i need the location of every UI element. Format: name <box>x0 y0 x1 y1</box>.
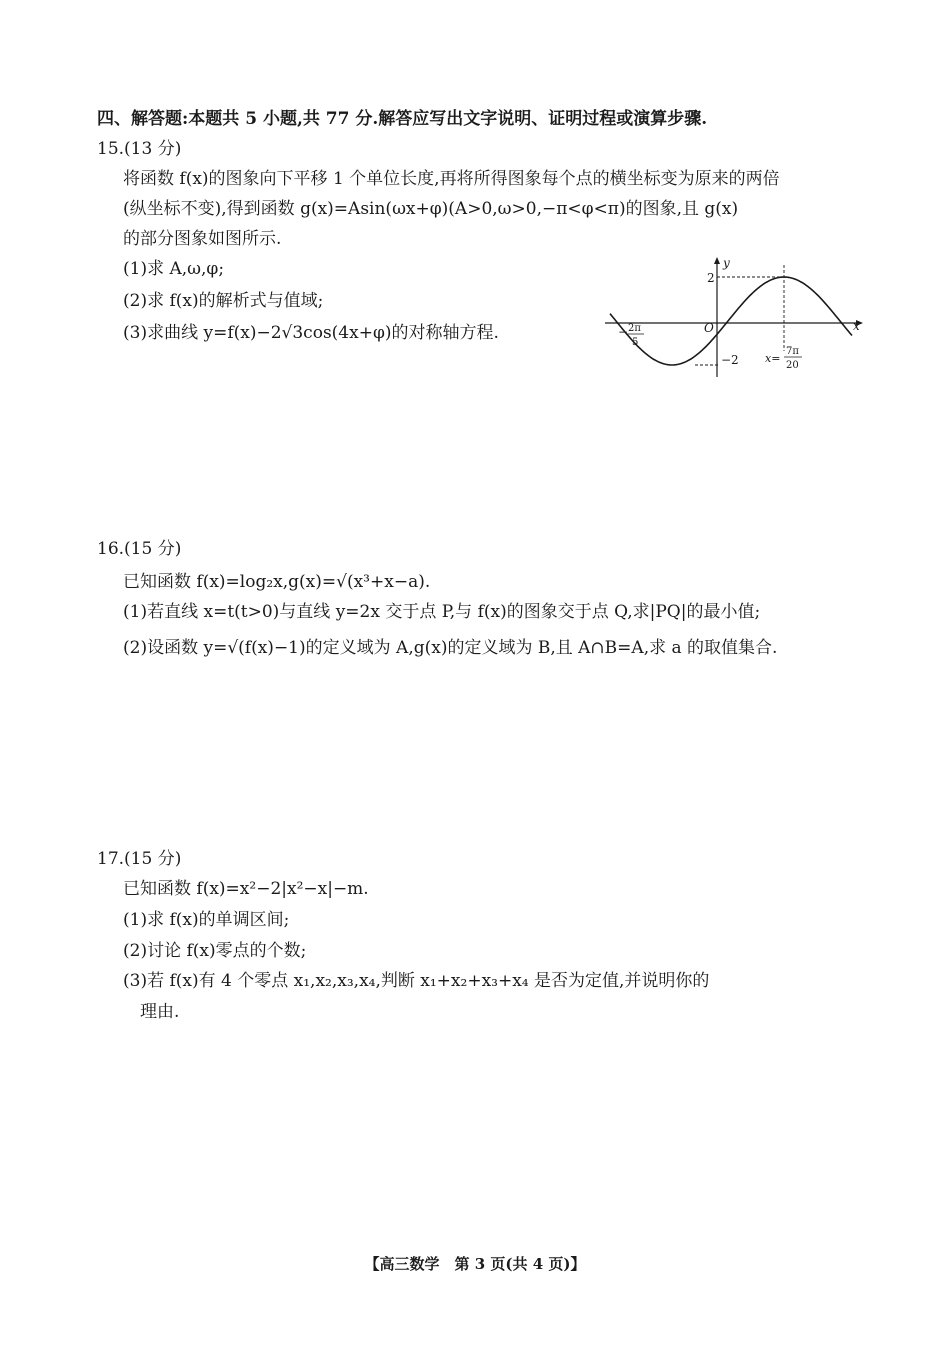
q17-stem: 已知函数 f(x)=x²−2|x²−x|−m. <box>123 879 369 899</box>
q15-part-3: (3)求曲线 y=f(x)−2√3cos(4x+φ)的对称轴方程. <box>123 323 499 343</box>
y-axis-label: y <box>723 256 730 270</box>
q15-part-2: (2)求 f(x)的解析式与值域; <box>123 291 324 311</box>
y-max-label: 2 <box>707 271 715 285</box>
q15-header: 15.(13 分) <box>97 139 182 159</box>
q15-part-1: (1)求 A,ω,φ; <box>123 259 225 279</box>
q16-part-1: (1)若直线 x=t(t>0)与直线 y=2x 交于点 P,与 f(x)的图象交于点 Q,求|PQ|的最小值; <box>123 602 761 622</box>
q16-header: 16.(15 分) <box>97 539 182 559</box>
left-zero-minus: − <box>618 325 629 339</box>
y-axis-arrow-icon <box>714 257 720 264</box>
q16-part-2: (2)设函数 y=√(f(x)−1)的定义域为 A,g(x)的定义域为 B,且 A∩B=A,求 a 的取值集合. <box>123 638 778 658</box>
q15-stem-line-2: (纵坐标不变),得到函数 g(x)=Asin(ωx+φ)(A>0,ω>0,−π<φ<π)的图象,且 g(x) <box>123 199 739 219</box>
left-zero-denominator: 5 <box>632 337 639 348</box>
sine-curve <box>610 277 852 365</box>
q17-part-3-continued: 理由. <box>140 1002 180 1022</box>
q17-part-1: (1)求 f(x)的单调区间; <box>123 910 290 930</box>
right-label-prefix: x= <box>765 352 781 365</box>
right-label-numerator: 7π <box>786 346 799 357</box>
origin-label: O <box>704 321 714 335</box>
q15-stem-line-3: 的部分图象如图所示. <box>123 229 282 249</box>
q17-part-3: (3)若 f(x)有 4 个零点 x₁,x₂,x₃,x₄,判断 x₁+x₂+x₃+x₄ 是否为定值,并说明你的 <box>123 971 710 991</box>
left-zero-numerator: 2π <box>628 323 641 334</box>
q17-header: 17.(15 分) <box>97 849 182 869</box>
q15-stem-line-1: 将函数 f(x)的图象向下平移 1 个单位长度,再将所得图象每个点的横坐标变为原来的两倍 <box>123 169 780 189</box>
section-heading: 四、解答题:本题共 5 小题,共 77 分.解答应写出文字说明、证明过程或演算步骤. <box>97 109 708 129</box>
q17-part-2: (2)讨论 f(x)零点的个数; <box>123 941 307 961</box>
q16-stem: 已知函数 f(x)=log₂x,g(x)=√(x³+x−a). <box>123 572 431 592</box>
y-min-label: −2 <box>721 353 739 367</box>
q15-sine-graph <box>600 255 868 380</box>
x-axis-label: x <box>853 319 860 333</box>
page-footer: 【高三数学 第 3 页(共 4 页)】 <box>364 1255 586 1273</box>
right-label-denominator: 20 <box>786 360 799 371</box>
